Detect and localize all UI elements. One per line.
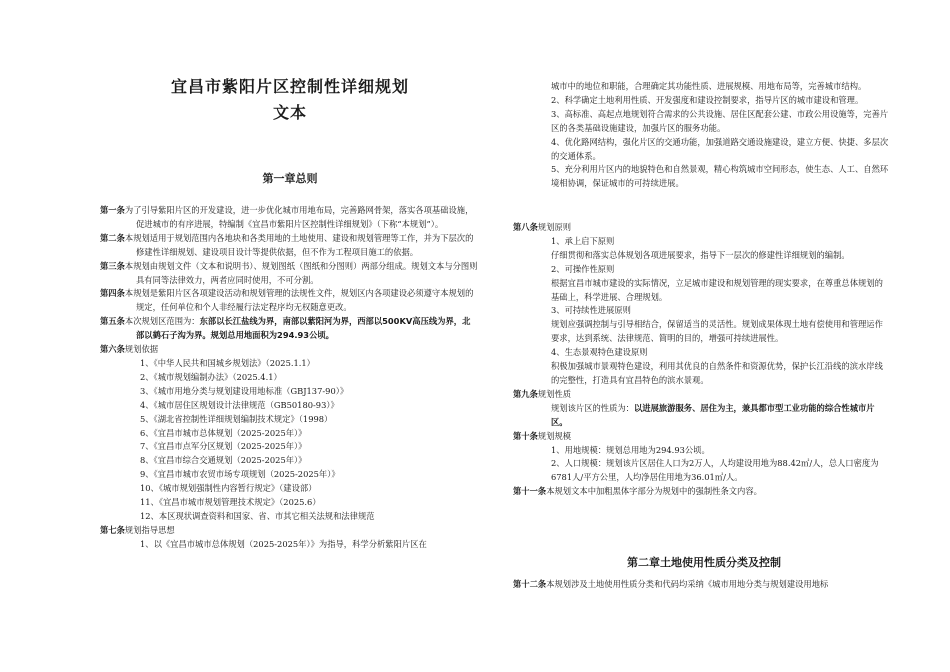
left-column: [100, 204, 478, 552]
article-label: 第五条: [100, 316, 125, 327]
article-text: 本规划适用于规划范围内各地块和各类用地的土地使用、建设和规划管理等工作，并为下层次的修建性详细规划、建设项目设计等提供依据，但不作为工程项目施工的依据。: [124, 232, 474, 257]
principle-title: 4、生态景观特色建设原则: [551, 347, 648, 358]
paragraph: 4、优化路网结构，强化片区的交通功能，加强道路交通设施建设，建立方便、快捷、多层次的交通体系。: [551, 136, 889, 161]
list-item: 10、《城市规划强制性内容暂行规定》（建设部）: [140, 483, 317, 494]
article-9: [513, 388, 891, 402]
article-text: 为了引导紫阳片区的开发建设，进一步优化城市用地布局，完善路网骨架，落实各项基础设施，促进城市的有序进展，特编制《宜昌市紫阳片区控制性详细规划》（下称“本规划”）。: [124, 205, 474, 229]
article-text: 本规划由规划文件（文本和说明书）、规划图纸（图纸和分图则）两部分组成。规划文本与分图则具有同等法律效力，两者应同时使用，不可分割。: [124, 260, 478, 285]
article-7: [100, 524, 478, 538]
document-title: 宜昌市紫阳片区控制性详细规划: [170, 77, 409, 96]
chapter-heading-2: 第二章土地使用性质分类及控制: [627, 556, 781, 569]
article-label: 第七条: [100, 524, 125, 535]
list-item: 1、以《宜昌市城市总体规划（2025-2025年）》为指导，科学分析紫阳片区在: [140, 538, 427, 549]
list-item: 3、《城市用地分类与规划建设用地标准（GBJ137-90）》: [140, 385, 349, 396]
list-item: 4、《城市居住区规划设计法律规范（GB50180-93）》: [140, 399, 339, 410]
article-5: [100, 315, 478, 343]
paragraph: 3、高标准、高起点地规划符合需求的公共设施、居住区配套公建、市政公用设施等，完善片区的各类基础设施建设，加强片区的服务功能。: [551, 108, 889, 133]
principle-text: 积极加强城市景观特色建设，利用其优良的自然条件和资源优势，保护长江沿线的滨水岸线的完整性，打造具有宜昌特色的滨水景观。: [551, 361, 883, 385]
article-10: [513, 430, 891, 444]
article-label: 第四条: [100, 288, 125, 299]
article-12: [513, 578, 895, 592]
list-item: 6、《宜昌市城市总体规划（2025-2025年）》: [140, 427, 307, 438]
article-bold-text: 以进展旅游服务、居住为主，兼具都市型工业功能的综合性城市片区。: [551, 402, 875, 427]
principle-text: 仔细贯彻和落实总体规划各项进展要求，指导下一层次的修建性详细规划的编制。: [551, 249, 850, 260]
article-text: 本规划文本中加粗黑体字部分为规划中的强制性条文内容。: [546, 486, 762, 497]
paragraph: 城市中的地位和职能，合理确定其功能性质、进展规模、用地布局等，完善城市结构。: [551, 81, 867, 91]
article-text: 本规划是紫阳片区各项建设活动和规划管理的法规性文件，规划区内各项建设必须遵守本规划的规定，任何单位和个人非经履行法定程序均无权随意更改。: [124, 288, 474, 313]
list-item: 8、《宜昌市综合交通规划（2025-2025年）》: [140, 455, 307, 466]
list-item: 11、《宜昌市城市规划管理技术规定》（2025.6）: [140, 497, 321, 508]
article-label: 第八条: [513, 222, 538, 232]
article-1: [100, 204, 478, 232]
article-11: [513, 485, 891, 499]
right-column: [513, 221, 891, 499]
list-item: 7、《宜昌市点军分区规划（2025-2025年）》: [140, 441, 307, 452]
list-item: 1、用地规模：规划总用地为294.93公顷。: [551, 444, 710, 455]
principle-title: 1、承上启下原则: [551, 235, 615, 246]
list-item: 12、本区现状调查资料和国家、省、市其它相关法规和法律规范: [140, 510, 375, 521]
article-text: 规划原则: [537, 222, 572, 232]
article-text: 本次规划区范围为：: [124, 316, 200, 327]
paragraph: 2、科学确定土地利用性质、开发强度和建设控制要求，指导片区的城市建设和管理。: [551, 94, 864, 105]
chapter-heading-1: 第一章总则: [262, 172, 318, 185]
article-9-body: [513, 402, 891, 430]
article-8: [513, 221, 891, 235]
list-item: 1、《中华人民共和国城乡规划法》（2025.1.1）: [140, 357, 315, 368]
article-label: 第十一条: [513, 486, 547, 497]
list-item: 9、《宜昌市城市农贸市场专项规划（2025-2025年）》: [140, 469, 340, 480]
list-item: 5、《湖北省控制性详细规划编制技术规定》（1998）: [140, 413, 333, 424]
article-text: 本规划涉及土地使用性质分类和代码均采纳《城市用地分类与规划建设用地标: [546, 579, 829, 589]
article-label: 第十二条: [513, 579, 547, 589]
document-subtitle: 文本: [272, 103, 307, 122]
principle-title: 3、可持续性进展原则: [551, 305, 631, 316]
principle-text: 根据宜昌市城市建设的实际情况，立足城市建设和规划管理的现实要求，在尊重总体规划的基础上，科学进展、合理规划。: [551, 277, 883, 302]
principle-title: 2、可操作性原则: [551, 263, 615, 274]
article-text: 规划指导思想: [124, 524, 175, 535]
article-3: [100, 260, 478, 288]
list-item: 2、人口规模：规划该片区居住人口为2万人，人均建设用地为88.42㎡/人，总人口密度为6781人/平方公里，人均净居住用地为36.01㎡/人。: [551, 458, 879, 483]
paragraph: 5、充分利用片区内的地貌特色和自然景观，精心构筑城市空间形态，使生态、人工、自然环境相协调，保证城市的可持续进展。: [551, 164, 889, 189]
right-column-continuation: [551, 80, 891, 191]
principle-text: 规划应强调控制与引导相结合，保留适当的灵活性。规划成果体现土地有偿使用和管理运作要求，达到系统、法律规范、简明的目的，增强可持续进展性。: [551, 319, 883, 344]
article-text: 规划依据: [124, 344, 159, 355]
article-text: 规划规模: [537, 430, 572, 441]
article-2: [100, 232, 478, 260]
list-item: 2、《城市规划编制办法》（2025.4.1）: [140, 371, 282, 382]
article-text: 规划该片区的性质为：: [551, 402, 634, 413]
article-6: [100, 343, 478, 357]
article-label: 第二条: [100, 232, 125, 243]
article-label: 第十条: [513, 430, 538, 441]
article-text: 规划性质: [537, 388, 572, 399]
article-label: 第六条: [100, 344, 125, 355]
article-label: 第三条: [100, 260, 125, 271]
article-4: [100, 287, 478, 315]
article-bold-text: 东部以长江盐线为界，南部以紫阳河为界，西部以500KV高压线为界，北部以鹤石子沟为界。规划总用地面积为294.93公顷。: [136, 316, 471, 341]
article-label: 第九条: [513, 388, 538, 399]
article-label: 第一条: [100, 205, 125, 215]
